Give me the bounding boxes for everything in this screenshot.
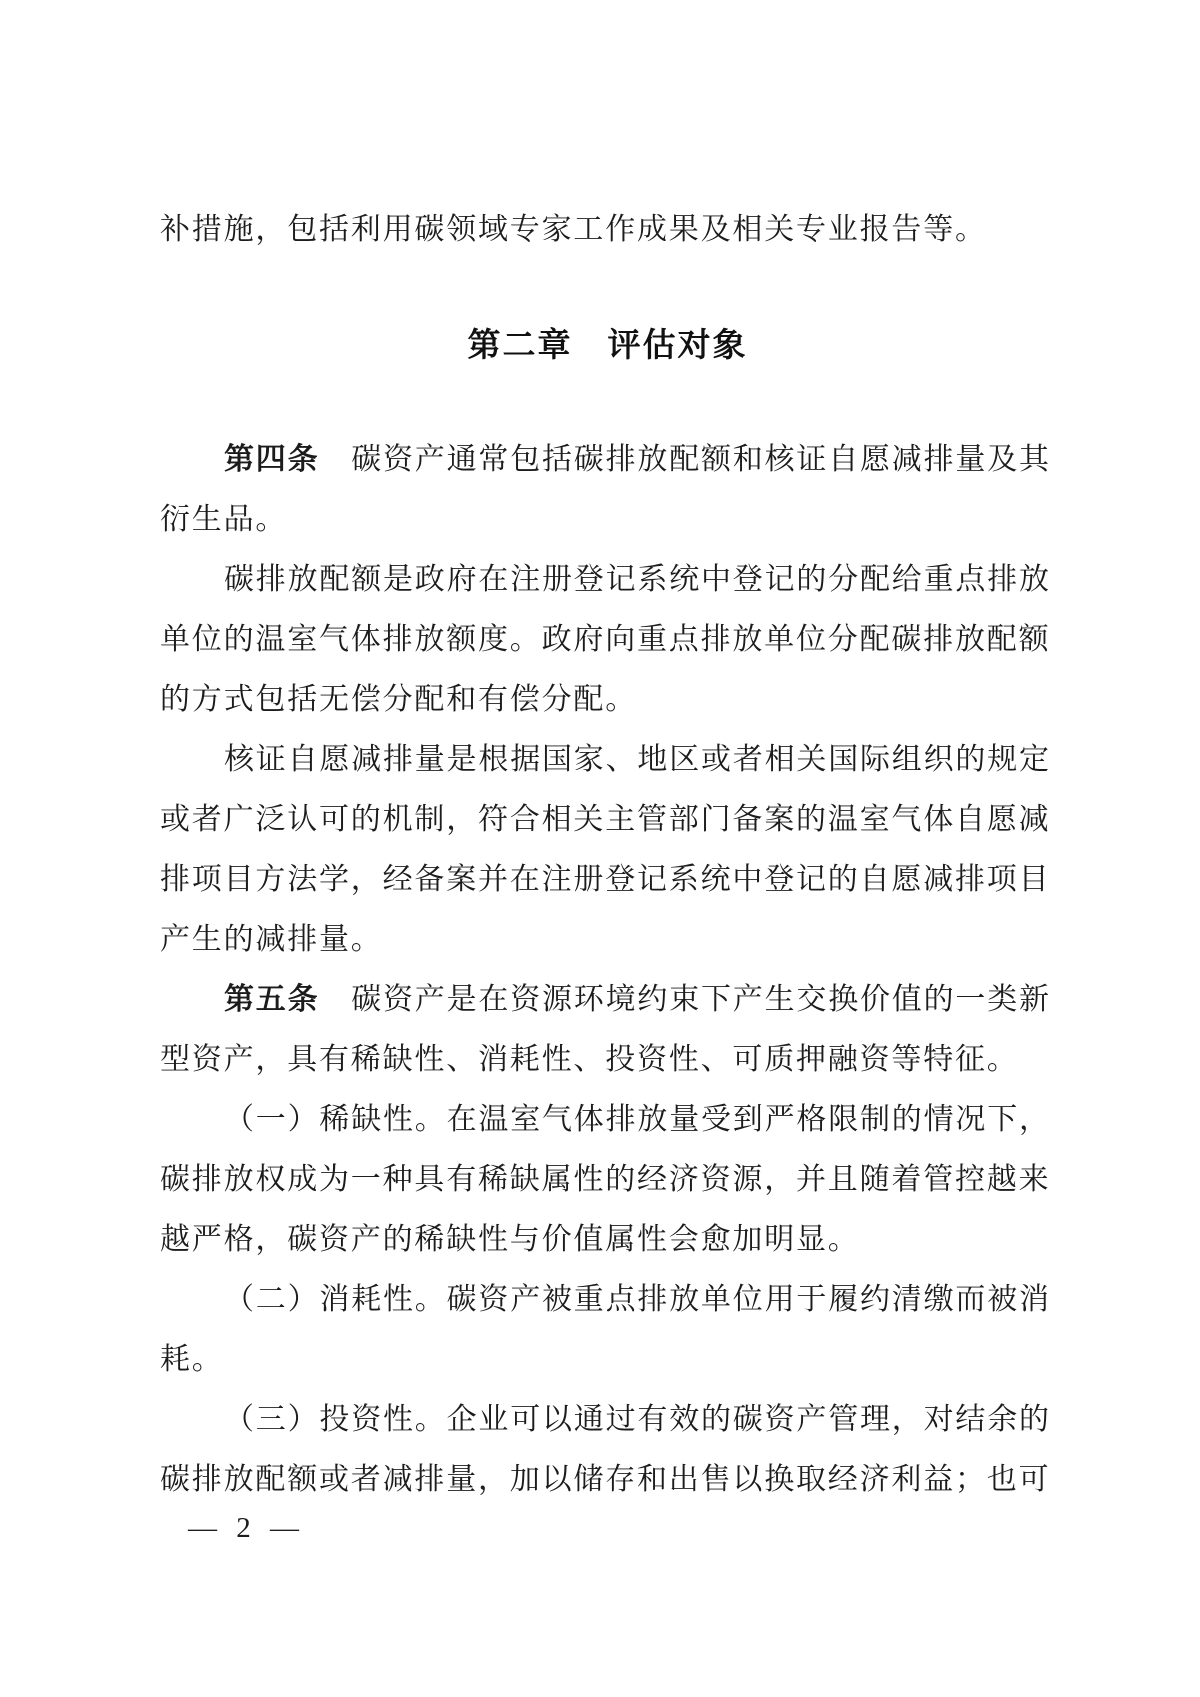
line-text: 碳排放配额是政府在注册登记系统中登记的分配给重点排放 <box>224 563 1051 596</box>
line-text: 碳资产通常包括碳排放配额和核证自愿减排量及其 <box>319 443 1051 476</box>
line-text: 产生的减排量。 <box>160 923 383 956</box>
line-text: 的方式包括无偿分配和有偿分配。 <box>160 683 637 716</box>
text-line <box>160 1090 1055 1150</box>
text-line <box>160 550 1055 610</box>
text-line <box>160 1390 1055 1450</box>
line-text: 衍生品。 <box>160 503 288 536</box>
line-text: 越严格，碳资产的稀缺性与价值属性会愈加明显。 <box>160 1223 860 1256</box>
text-line <box>160 200 1055 260</box>
line-text: 补措施，包括利用碳领域专家工作成果及相关专业报告等。 <box>160 213 987 246</box>
text-line <box>160 1270 1055 1330</box>
line-text: 耗。 <box>160 1343 224 1376</box>
text-line <box>160 910 1055 970</box>
line-text: 型资产，具有稀缺性、消耗性、投资性、可质押融资等特征。 <box>160 1043 1019 1076</box>
line-text: 碳排放配额或者减排量，加以储存和出售以换取经济利益；也可 <box>160 1463 1051 1496</box>
text-line <box>160 430 1055 490</box>
text-line <box>160 1330 1055 1390</box>
line-text: 或者广泛认可的机制，符合相关主管部门备案的温室气体自愿减 <box>160 803 1051 836</box>
line-text: 碳排放权成为一种具有稀缺属性的经济资源，并且随着管控越来 <box>160 1163 1051 1196</box>
text-line <box>160 1210 1055 1270</box>
line-text: 碳资产是在资源环境约束下产生交换价值的一类新 <box>319 983 1051 1016</box>
text-line <box>160 730 1055 790</box>
line-text: 核证自愿减排量是根据国家、地区或者相关国际组织的规定 <box>224 743 1051 776</box>
article-number: 第四条 <box>224 443 320 476</box>
text-line <box>160 670 1055 730</box>
text-line <box>160 1030 1055 1090</box>
text-line <box>160 790 1055 850</box>
text-line <box>160 490 1055 550</box>
line-text: 排项目方法学，经备案并在注册登记系统中登记的自愿减排项目 <box>160 863 1051 896</box>
line-text: （三）投资性。企业可以通过有效的碳资产管理，对结余的 <box>224 1403 1051 1436</box>
page-number: — 2 — <box>188 1512 305 1544</box>
text-line <box>160 850 1055 910</box>
chapter-heading <box>160 315 1055 375</box>
article-number: 第五条 <box>224 983 320 1016</box>
line-text: 第二章 评估对象 <box>467 326 748 363</box>
text-line <box>160 970 1055 1030</box>
line-text: （一）稀缺性。在温室气体排放量受到严格限制的情况下， <box>224 1103 1051 1136</box>
document-body <box>160 200 1055 1510</box>
text-line <box>160 610 1055 670</box>
text-line <box>160 1150 1055 1210</box>
line-text: 单位的温室气体排放额度。政府向重点排放单位分配碳排放配额 <box>160 623 1051 656</box>
line-text: （二）消耗性。碳资产被重点排放单位用于履约清缴而被消 <box>224 1283 1051 1316</box>
